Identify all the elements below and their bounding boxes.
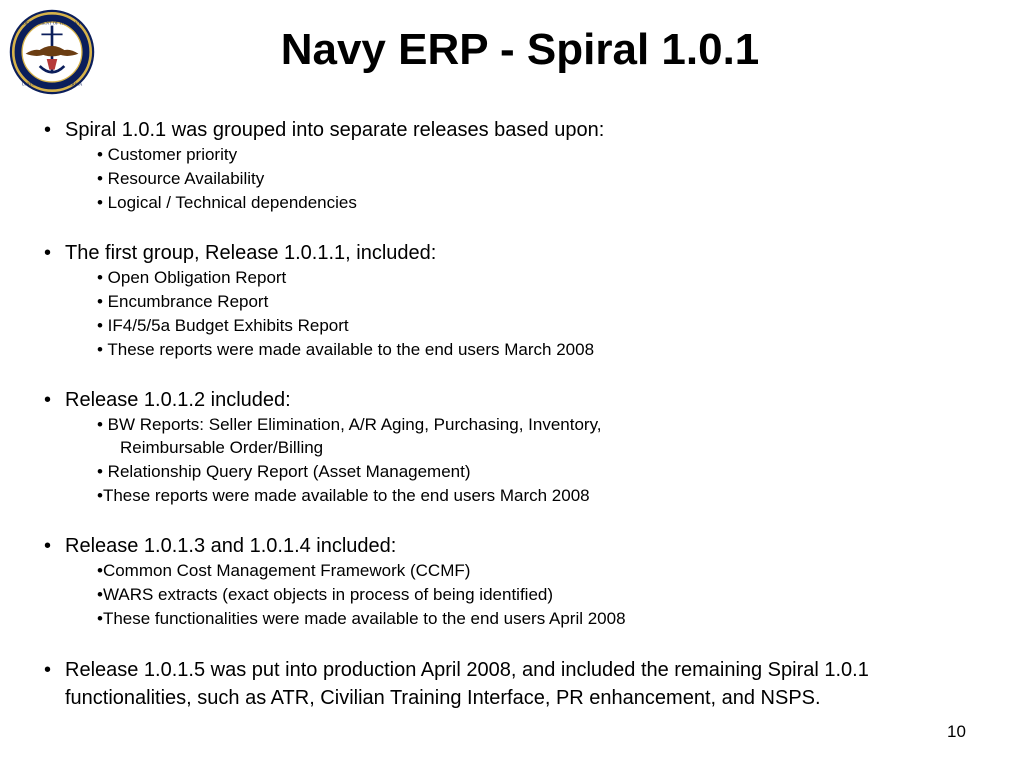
section-bullet: • — [44, 242, 52, 264]
sub-item: • Customer priority — [97, 145, 238, 164]
section-heading: Release 1.0.1.2 included: — [65, 389, 291, 411]
sub-item: • Encumbrance Report — [97, 292, 269, 311]
seal-ring-text-top: DEPARTMENT OF THE NAVY — [22, 20, 82, 26]
sub-item: • Resource Availability — [97, 169, 265, 188]
sub-item: • IF4/5/5a Budget Exhibits Report — [97, 316, 349, 335]
section-heading: Release 1.0.1.5 was put into production April 2008, and included the remaining Spiral 1.0.1 — [65, 659, 869, 681]
sub-item: • Open Obligation Report — [97, 268, 287, 287]
section-bullet: • — [44, 535, 52, 557]
slide-title: Navy ERP - Spiral 1.0.1 — [280, 25, 760, 74]
sub-item: • These reports were made available to the end users March 2008 — [97, 340, 595, 359]
sub-item: • BW Reports: Seller Elimination, A/R Aging, Purchasing, Inventory, — [97, 415, 602, 434]
seal-ring-text-bottom: UNITED STATES OF AMERICA — [21, 81, 83, 87]
sub-item-continuation: Reimbursable Order/Billing — [120, 438, 324, 457]
section-heading: Release 1.0.1.3 and 1.0.1.4 included: — [65, 535, 397, 557]
sub-item: •WARS extracts (exact objects in process of being identified) — [97, 585, 554, 604]
sub-item: •Common Cost Management Framework (CCMF) — [97, 561, 471, 580]
section-heading: The first group, Release 1.0.1.1, included: — [65, 242, 437, 264]
sub-item: • Logical / Technical dependencies — [97, 193, 357, 212]
page-number: 10 — [947, 722, 966, 741]
section-heading: Spiral 1.0.1 was grouped into separate releases based upon: — [65, 119, 605, 141]
sub-item: • Relationship Query Report (Asset Management) — [97, 462, 471, 481]
section-bullet: • — [44, 659, 52, 681]
sub-item: •These reports were made available to the end users March 2008 — [97, 486, 590, 505]
sub-item: •These functionalities were made available to the end users April 2008 — [97, 609, 626, 628]
section-bullet: • — [44, 119, 52, 141]
section-heading-continuation: functionalities, such as ATR, Civilian Training Interface, PR enhancement, and NSPS. — [65, 687, 821, 709]
section-bullet: • — [44, 389, 52, 411]
